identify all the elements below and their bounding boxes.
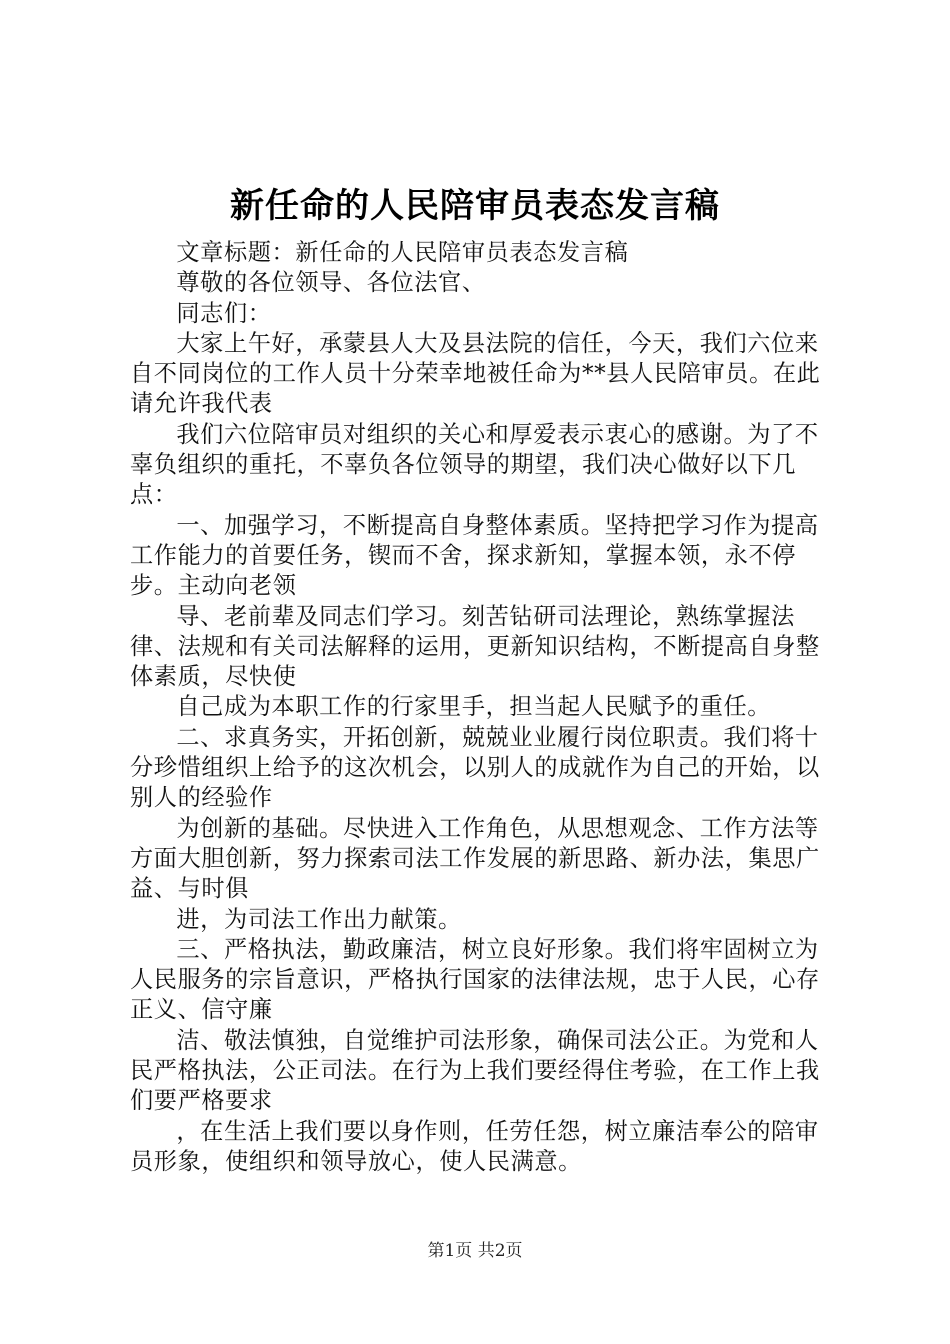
paragraph-point-two: 二、求真务实，开拓创新，兢兢业业履行岗位职责。我们将十分珍惜组织上给予的这次机会，以别人的成就作为自己的开始，以别人的经验作: [130, 723, 820, 812]
paragraph-point-three: 三、严格执法，勤政廉洁，树立良好形象。我们将牢固树立为人民服务的宗旨意识，严格执行国家的法律法规，忠于人民，心存正义、信守廉: [130, 935, 820, 1024]
paragraph-comrades: 同志们：: [176, 299, 272, 327]
paragraph-point-two-cont: 为创新的基础。尽快进入工作角色，从思想观念、工作方法等方面大胆创新，努力探索司法工作发展的新思路、新办法，集思广益、与时俱: [130, 814, 820, 903]
paragraph-article-title: 文章标题：新任命的人民陪审员表态发言稿: [176, 239, 629, 266]
paragraph-point-one: 一、加强学习，不断提高自身整体素质。坚持把学习作为提高工作能力的首要任务，锲而不舍，探求新知，掌握本领，永不停步。主动向老领: [130, 511, 819, 600]
paragraph-point-three-end: ，在生活上我们要以身作则，任劳任怨，树立廉洁奉公的陪审员形象，使组织和领导放心，使人民满意。: [130, 1117, 819, 1175]
paragraph-thanks: 我们六位陪审员对组织的关心和厚爱表示衷心的感谢。为了不辜负组织的重托，不辜负各位领导的期望，我们决心做好以下几点：: [130, 420, 819, 509]
document-title: 新任命的人民陪审员表态发言稿: [230, 186, 720, 226]
paragraph-point-one-cont: 导、老前辈及同志们学习。刻苦钻研司法理论，熟练掌握法律、法规和有关司法解释的运用，更新知识结构，不断提高自身整体素质，尽快使: [130, 602, 820, 691]
paragraph-greeting: 大家上午好，承蒙县人大及县法院的信任，今天，我们六位来自不同岗位的工作人员十分荣幸地被任命为**县人民陪审员。在此请允许我代表: [130, 329, 821, 418]
page-number-footer: 第1页 共2页: [427, 1241, 523, 1261]
paragraph-salutation: 尊敬的各位领导、各位法官、: [176, 269, 486, 297]
paragraph-point-two-end: 进，为司法工作出力献策。: [176, 905, 462, 933]
paragraph-point-one-end: 自己成为本职工作的行家里手，担当起人民赋予的重任。: [176, 693, 772, 721]
document-body: [130, 238, 830, 1177]
paragraph-point-three-cont: 洁、敬法慎独，自觉维护司法形象，确保司法公正。为党和人民严格执法，公正司法。在行为上我们要经得住考验，在工作上我们要严格要求: [130, 1026, 820, 1115]
